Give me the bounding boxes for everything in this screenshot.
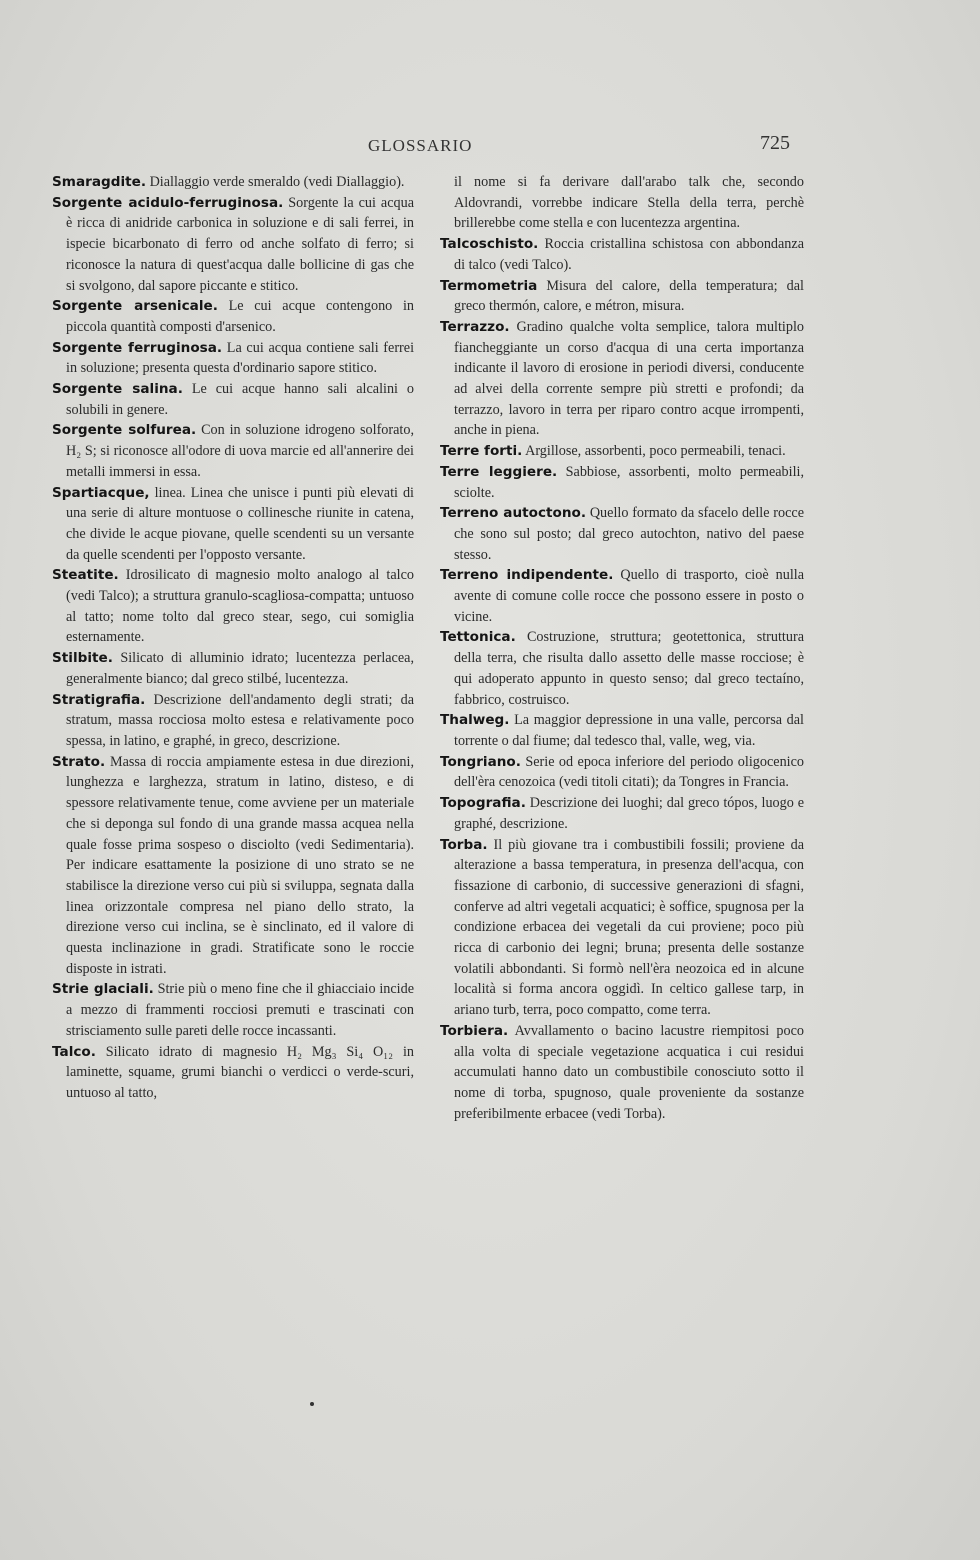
entry-definition: Quello di trasporto, cioè nulla avente di comune colle rocce che possono essere in posto o vicine. bbox=[454, 567, 804, 625]
entry-term: Spartiacque, bbox=[52, 484, 150, 501]
entry-definition: Descrizione dell'andamento degli strati; da stratum, massa rocciosa molto estesa e relativamente poco spessa, in latino, e graphé, in greco, descrizione. bbox=[66, 691, 414, 749]
entry-term: Torba. bbox=[440, 836, 488, 853]
entry-definition: Idrosilicato di magnesio molto analogo al talco (vedi Talco); a struttura granulo-scagliosa-compatta; untuoso al tatto; nome tolto dal greco stear, sego, cui somiglia esternamente. bbox=[66, 567, 414, 646]
entry-term: Terre leggiere. bbox=[440, 463, 558, 480]
running-header: GLOSSARIO bbox=[368, 136, 473, 155]
entry-term: Sorgente acidulo-ferruginosa. bbox=[52, 194, 284, 211]
glossary-entry bbox=[52, 565, 414, 648]
entry-term: Sorgente ferruginosa. bbox=[52, 339, 223, 356]
glossary-entry bbox=[440, 710, 804, 751]
glossary-entry bbox=[440, 234, 804, 275]
entry-term: Strie glaciali. bbox=[52, 981, 154, 998]
glossary-entry bbox=[440, 1021, 804, 1125]
glossary-entry bbox=[52, 193, 414, 297]
entry-term: Torbiera. bbox=[440, 1022, 509, 1039]
entry-definition: Argillose, assorbenti, poco permeabili, tenaci. bbox=[525, 443, 786, 460]
page-number: 725 bbox=[760, 132, 790, 154]
entry-term: Terrazzo. bbox=[440, 318, 510, 335]
entry-term: Terreno indipendente. bbox=[440, 567, 614, 584]
entry-definition: Gradino qualche volta semplice, talora multiplo fiancheggiante un corso d'acqua di una certa importanza indicante il lavoro di erosione in periodi diversi, conducente ad alvei della corrente sempre più stretti e profondi; da terrazzo, lavoro in terra per riparo contro acque irrompenti, anche in piena. bbox=[454, 318, 804, 439]
entry-definition: Descrizione dei luoghi; dal greco tópos, luogo e graphé, descrizione. bbox=[454, 795, 805, 832]
entry-term: Tettonica. bbox=[440, 629, 516, 646]
glossary-entry bbox=[52, 420, 414, 482]
glossary-entry bbox=[52, 648, 414, 689]
glossary-entry bbox=[440, 503, 804, 565]
entry-term: Tongriano. bbox=[440, 753, 521, 770]
entry-term: Talco. bbox=[52, 1043, 96, 1060]
right-column bbox=[440, 172, 804, 1124]
entry-definition: La maggior depressione in una valle, percorsa dal torrente o dal fiume; dal tedesco thal, valle, weg, via. bbox=[454, 712, 805, 749]
entry-definition: Avvallamento o bacino lacustre riempitosi poco alla volta di speciale vegetazione acquatica i cui residui accumulati hanno dato un combustibile conosciuto sotto il nome di torba, spugnoso, quale proveniente da sostanze preferibilmente erbacee (vedi Torba). bbox=[454, 1022, 804, 1122]
entry-definition: Sabbiose, assorbenti, molto permeabili, sciolte. bbox=[454, 463, 805, 501]
glossary-entry bbox=[440, 276, 804, 317]
entry-definition: il nome si fa derivare dall'arabo talk che, secondo Aldovrandi, vorrebbe indicare Stella della terra, perchè brillerebbe come stella e con lucentezza argentina. bbox=[454, 174, 804, 232]
glossary-entry bbox=[440, 565, 804, 627]
entry-definition: Strie più o meno fine che il ghiacciaio incide a mezzo di frammenti rocciosi premuti e trascinati con strisciamento sulle pareti delle rocce incassanti. bbox=[66, 981, 414, 1039]
glossary-entry bbox=[52, 172, 414, 193]
entry-definition: linea. Linea che unisce i punti più elevati di una serie di alture montuose o collinesche riunite in catena, che divide le acque piovane, quelle scendenti su un versante da quelle scendenti per l'opposto versante. bbox=[66, 484, 414, 563]
entry-definition: Quello formato da sfacelo delle rocce che sono sul posto; dal greco autochton, nativo del paese stesso. bbox=[454, 505, 804, 563]
glossary-entry bbox=[440, 172, 804, 234]
glossary-entry bbox=[440, 441, 804, 462]
entry-term: Steatite. bbox=[52, 567, 119, 584]
entry-definition: Con in soluzione idrogeno solforato, H₂ S; si riconosce all'odore di uova marcie ed all'annerire dei metalli immersi in essa. bbox=[66, 422, 415, 480]
glossary-entry bbox=[440, 317, 804, 441]
entry-term: Topografia. bbox=[440, 795, 526, 812]
entry-term: Sorgente salina. bbox=[52, 381, 183, 398]
entry-term: Sorgente solfurea. bbox=[52, 422, 197, 439]
entry-term: Stilbite. bbox=[52, 650, 113, 667]
glossary-entry bbox=[52, 752, 414, 980]
glossary-entry bbox=[52, 379, 414, 420]
entry-term: Thalweg. bbox=[440, 712, 510, 729]
print-speck bbox=[310, 1402, 314, 1406]
glossary-entry bbox=[52, 979, 414, 1041]
glossary-entry bbox=[440, 835, 804, 1021]
glossary-entry bbox=[440, 752, 804, 793]
entry-definition: Silicato idrato di magnesio H₂ Mg₃ Si₄ O₁₂ in laminette, squame, grumi bianchi o verdicci o verde-scuri, untuoso al tatto, bbox=[66, 1043, 414, 1101]
glossary-entry bbox=[52, 1042, 414, 1104]
entry-term: Termometria bbox=[440, 277, 538, 294]
entry-definition: La cui acqua contiene sali ferrei in soluzione; presenta questa d'ordinario sapore stitico. bbox=[66, 339, 415, 377]
entry-definition: Diallaggio verde smeraldo (vedi Diallaggio). bbox=[149, 174, 405, 190]
entry-definition: Costruzione, struttura; geotettonica, struttura della terra, che risulta dallo assetto delle masse rocciose; è qui adoperato appunto in questo senso; dal greco tectaíno, fabbrico, costruisco. bbox=[454, 629, 804, 708]
entry-definition: Silicato di alluminio idrato; lucentezza perlacea, generalmente bianco; dal greco stilbé, lucentezza. bbox=[66, 650, 414, 687]
glossary-entry bbox=[52, 483, 414, 566]
entry-term: Terreno autoctono. bbox=[440, 505, 587, 522]
entry-term: Strato. bbox=[52, 753, 106, 770]
entry-term: Terre forti. bbox=[440, 443, 523, 460]
entry-definition: Misura del calore, della temperatura; dal greco thermón, calore, e métron, misura. bbox=[454, 277, 804, 315]
glossary-entry bbox=[52, 296, 414, 337]
glossary-entry bbox=[52, 338, 414, 379]
entry-definition: Sorgente la cui acqua è ricca di anidride carbonica in soluzione e di sali ferrei, in ispecie bicarbonato di ferro od anche solfato di ferro; si riconosce la natura di quest'acqua dalle bollicine di gas che si svolgono, dal sapore piccante e stitico. bbox=[66, 194, 415, 294]
entry-term: Smaragdite. bbox=[52, 174, 147, 190]
glossary-entry bbox=[440, 793, 804, 834]
entry-definition: Il più giovane tra i combustibili fossili; proviene da alterazione a bassa temperatura, in presenza dell'acqua, con fissazione di carbonio, di successive generazioni di sfagni, conferve ad altri vegetali acquatici; è soffice, spugnosa per la condizione erbacea dei vegetali da cui proviene; poco più ricca di carbonio dei legni; bruna; presenta delle sostanze volatili abbondanti. Si formò nell'èra neozoica ed in alcune località si forma ancora oggidì. In celtico gallese tarp, in ariano turb, terra, poco compatto, come terra. bbox=[454, 836, 805, 1019]
entry-definition: Le cui acque hanno sali alcalini o solubili in genere. bbox=[66, 381, 415, 418]
glossary-entry bbox=[440, 627, 804, 710]
entry-definition: Massa di roccia ampiamente estesa in due direzioni, lunghezza e larghezza, stratum in latino, disteso, e di spessore relativamente tenue, come avviene per un materiale che si deponga sul fondo di una grande massa acquea nella quale fosse prima sospeso o disciolto (vedi Sedimentaria). Per indicare esattamente la posizione di uno strato se ne stabilisce la direzione verso cui più si sviluppa, segnata dalla linea orizzontale compresa nel piano dello strato, la direzione verso cui inclina, se è sinclinato, ed il valore di questa inclinazione in gradi. Stratificate sono le roccie disposte in istrati. bbox=[66, 753, 415, 977]
entry-term: Stratigrafia. bbox=[52, 691, 146, 708]
glossary-entry bbox=[440, 462, 804, 503]
entry-term: Talcoschisto. bbox=[440, 236, 539, 253]
left-column bbox=[52, 172, 414, 1104]
entry-definition: Serie od epoca inferiore del periodo oligocenico dell'èra cenozoica (vedi titoli citati); da Tongres in Francia. bbox=[454, 753, 804, 791]
entry-definition: Le cui acque contengono in piccola quantità composti d'arsenico. bbox=[66, 298, 414, 335]
glossary-entry bbox=[52, 690, 414, 752]
entry-term: Sorgente arsenicale. bbox=[52, 298, 218, 315]
entry-definition: Roccia cristallina schistosa con abbondanza di talco (vedi Talco). bbox=[454, 236, 804, 273]
